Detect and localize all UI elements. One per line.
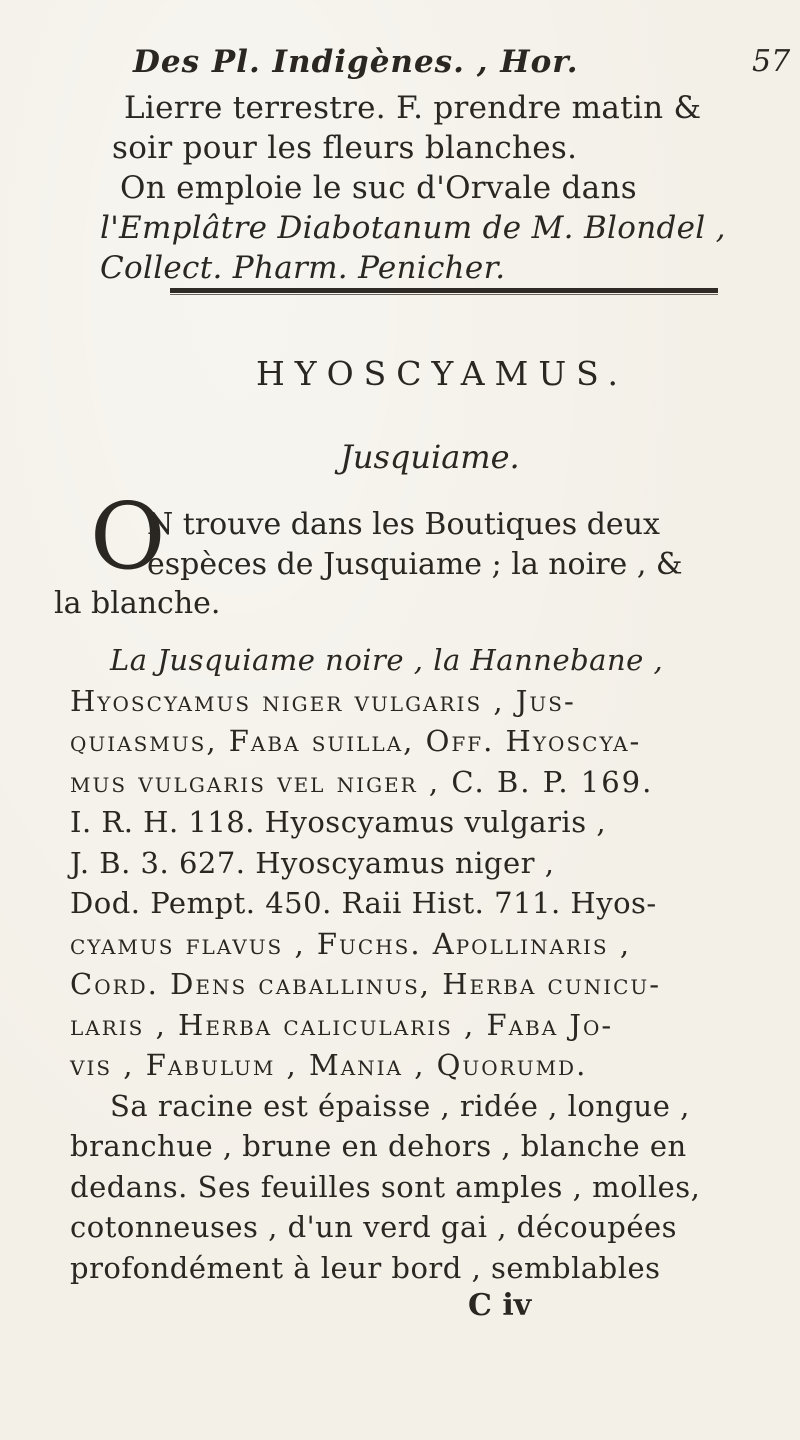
text-line: la blanche. [54,586,221,621]
running-head: Des Pl. Indigènes. , Hor. [133,44,579,80]
text-line: La Jusquiame noire , la Hannebane , [110,643,664,677]
text-line: Sa racine est épaisse , ridée , longue , [110,1088,690,1123]
text-line: cyamus flavus , Fuchs. Apollinaris , [70,926,632,961]
text-line: N trouve dans les Boutiques deux [147,507,660,542]
section-divider [170,288,718,293]
text-line: quiasmus, Faba suilla, Off. Hyoscya- [70,724,642,758]
text-line: dedans. Ses feuilles sont amples , molles, [70,1169,701,1204]
page-number: 57 [752,44,791,79]
text-line: soir pour les fleurs blanches. [112,130,578,166]
text-line: Dod. Pempt. 450. Raii Hist. 711. Hyos- [70,886,657,920]
body-text [70,640,750,1288]
first-paragraph [147,506,683,586]
text-line: On emploie le suc d'Orvale dans [120,170,637,206]
text-line: I. R. H. 118. Hyoscyamus vulgaris , [70,805,607,839]
text-line: profondément à leur bord , semblables [70,1250,661,1285]
drop-cap: O [90,483,166,590]
text-line: Cord. Dens caballinus, Herba cunicu- [70,967,662,1001]
section-title: HYOSCYAMUS. [256,354,629,393]
text-line: branchue , brune en dehors , blanche en [70,1129,687,1163]
text-line: espèces de Jusquiame ; la noire , & [147,547,683,582]
section-subtitle: Jusquiame. [340,438,520,476]
top-paragraph [100,88,800,288]
text-line: Collect. Pharm. Penicher. [100,250,506,286]
text-line: mus vulgaris vel niger , C. B. P. 169. [70,764,654,799]
text-line: cotonneuses , d'un verd gai , découpées [70,1210,678,1244]
text-line: l'Emplâtre Diabotanum de M. Blondel , [100,210,726,246]
text-line: Hyoscyamus niger vulgaris , Jus- [70,683,576,718]
text-line: vis , Fabulum , Mania , Quorumd. [70,1048,588,1082]
text-line: laris , Herba calicularis , Faba Jo- [70,1007,614,1042]
text-line: Lierre terrestre. F. prendre matin & [124,90,702,126]
text-line: J. B. 3. 627. Hyoscyamus niger , [70,845,555,880]
catchword: C iv [468,1288,532,1323]
